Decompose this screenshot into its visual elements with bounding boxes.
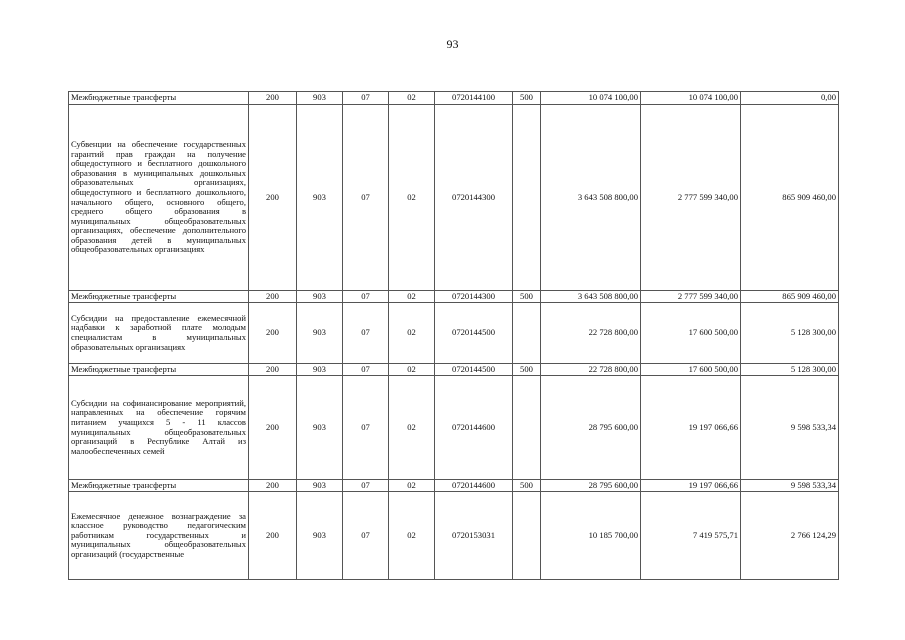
cell-federal-budget: 19 197 066,66 <box>641 480 741 492</box>
cell-section: 07 <box>343 364 389 376</box>
cell-code: 200 <box>249 364 297 376</box>
cell-target-article: 0720144500 <box>435 364 513 376</box>
cell-regional-budget: 5 128 300,00 <box>741 303 839 364</box>
cell-name: Субсидии на софинансирование мероприятий, направленных на обеспечение горячим питанием учащихся 5 - 11 классов муниципальных общеобразовательных организаций в Республике Алтай из малообеспеченных семей <box>69 376 249 480</box>
cell-budget-total: 3 643 508 800,00 <box>541 291 641 303</box>
cell-subsection: 02 <box>389 492 435 580</box>
cell-expense-type: 500 <box>513 291 541 303</box>
cell-name: Межбюджетные трансферты <box>69 480 249 492</box>
cell-federal-budget: 2 777 599 340,00 <box>641 291 741 303</box>
cell-federal-budget: 10 074 100,00 <box>641 92 741 105</box>
cell-federal-budget: 7 419 575,71 <box>641 492 741 580</box>
cell-grbs: 903 <box>297 376 343 480</box>
cell-code: 200 <box>249 480 297 492</box>
cell-budget-total: 28 795 600,00 <box>541 376 641 480</box>
table-row <box>69 364 839 376</box>
cell-name: Межбюджетные трансферты <box>69 364 249 376</box>
cell-grbs: 903 <box>297 480 343 492</box>
cell-expense-type <box>513 105 541 291</box>
page-number: 93 <box>446 37 459 51</box>
cell-expense-type <box>513 303 541 364</box>
cell-target-article: 0720153031 <box>435 492 513 580</box>
cell-name: Ежемесячное денежное вознаграждение за классное руководство педагогическим работникам государственных и муниципальных общеобразовательных организаций (государственные <box>69 492 249 580</box>
cell-section: 07 <box>343 492 389 580</box>
cell-grbs: 903 <box>297 364 343 376</box>
cell-budget-total: 10 185 700,00 <box>541 492 641 580</box>
cell-grbs: 903 <box>297 492 343 580</box>
cell-regional-budget: 9 598 533,34 <box>741 480 839 492</box>
cell-target-article: 0720144500 <box>435 303 513 364</box>
cell-name: Субвенции на обеспечение государственных гарантий прав граждан на получение общедоступного и бесплатного дошкольного образования в муниципальных дошкольных образовательных организациях, общедоступного и бесплатного дошкольного, начального общего, основного общего, среднего общего образования в муниципальных общеобразовательных организациях, обеспечение дополнительного образования детей в муниципальных общеобразовательных организациях <box>69 105 249 291</box>
cell-regional-budget: 5 128 300,00 <box>741 364 839 376</box>
cell-regional-budget: 865 909 460,00 <box>741 291 839 303</box>
cell-expense-type <box>513 376 541 480</box>
cell-section: 07 <box>343 291 389 303</box>
cell-federal-budget: 19 197 066,66 <box>641 376 741 480</box>
cell-budget-total: 22 728 800,00 <box>541 364 641 376</box>
cell-section: 07 <box>343 376 389 480</box>
cell-section: 07 <box>343 105 389 291</box>
cell-name: Межбюджетные трансферты <box>69 291 249 303</box>
cell-regional-budget: 9 598 533,34 <box>741 376 839 480</box>
cell-budget-total: 22 728 800,00 <box>541 303 641 364</box>
cell-code: 200 <box>249 376 297 480</box>
budget-table <box>68 91 839 580</box>
cell-section: 07 <box>343 480 389 492</box>
table-row <box>69 105 839 291</box>
cell-target-article: 0720144600 <box>435 480 513 492</box>
cell-subsection: 02 <box>389 364 435 376</box>
cell-regional-budget: 865 909 460,00 <box>741 105 839 291</box>
cell-target-article: 0720144100 <box>435 92 513 105</box>
cell-code: 200 <box>249 303 297 364</box>
cell-subsection: 02 <box>389 303 435 364</box>
table-body <box>69 92 839 580</box>
cell-grbs: 903 <box>297 92 343 105</box>
cell-name: Субсидии на предоставление ежемесячной надбавки к заработной плате молодым специалистам в муниципальных образовательных организациях <box>69 303 249 364</box>
cell-expense-type: 500 <box>513 92 541 105</box>
cell-subsection: 02 <box>389 105 435 291</box>
cell-budget-total: 3 643 508 800,00 <box>541 105 641 291</box>
cell-name: Межбюджетные трансферты <box>69 92 249 105</box>
cell-subsection: 02 <box>389 376 435 480</box>
cell-expense-type <box>513 492 541 580</box>
cell-subsection: 02 <box>389 92 435 105</box>
cell-target-article: 0720144300 <box>435 105 513 291</box>
cell-regional-budget: 2 766 124,29 <box>741 492 839 580</box>
cell-target-article: 0720144600 <box>435 376 513 480</box>
cell-subsection: 02 <box>389 480 435 492</box>
cell-section: 07 <box>343 92 389 105</box>
table-row <box>69 492 839 580</box>
cell-regional-budget: 0,00 <box>741 92 839 105</box>
cell-expense-type: 500 <box>513 480 541 492</box>
cell-subsection: 02 <box>389 291 435 303</box>
cell-budget-total: 10 074 100,00 <box>541 92 641 105</box>
cell-target-article: 0720144300 <box>435 291 513 303</box>
cell-code: 200 <box>249 105 297 291</box>
cell-federal-budget: 17 600 500,00 <box>641 364 741 376</box>
cell-federal-budget: 2 777 599 340,00 <box>641 105 741 291</box>
cell-grbs: 903 <box>297 303 343 364</box>
cell-expense-type: 500 <box>513 364 541 376</box>
table-row <box>69 376 839 480</box>
cell-code: 200 <box>249 92 297 105</box>
table-row <box>69 480 839 492</box>
cell-federal-budget: 17 600 500,00 <box>641 303 741 364</box>
table-row <box>69 291 839 303</box>
cell-code: 200 <box>249 291 297 303</box>
cell-section: 07 <box>343 303 389 364</box>
cell-code: 200 <box>249 492 297 580</box>
table-row <box>69 92 839 105</box>
cell-budget-total: 28 795 600,00 <box>541 480 641 492</box>
table-row <box>69 303 839 364</box>
cell-grbs: 903 <box>297 105 343 291</box>
cell-grbs: 903 <box>297 291 343 303</box>
